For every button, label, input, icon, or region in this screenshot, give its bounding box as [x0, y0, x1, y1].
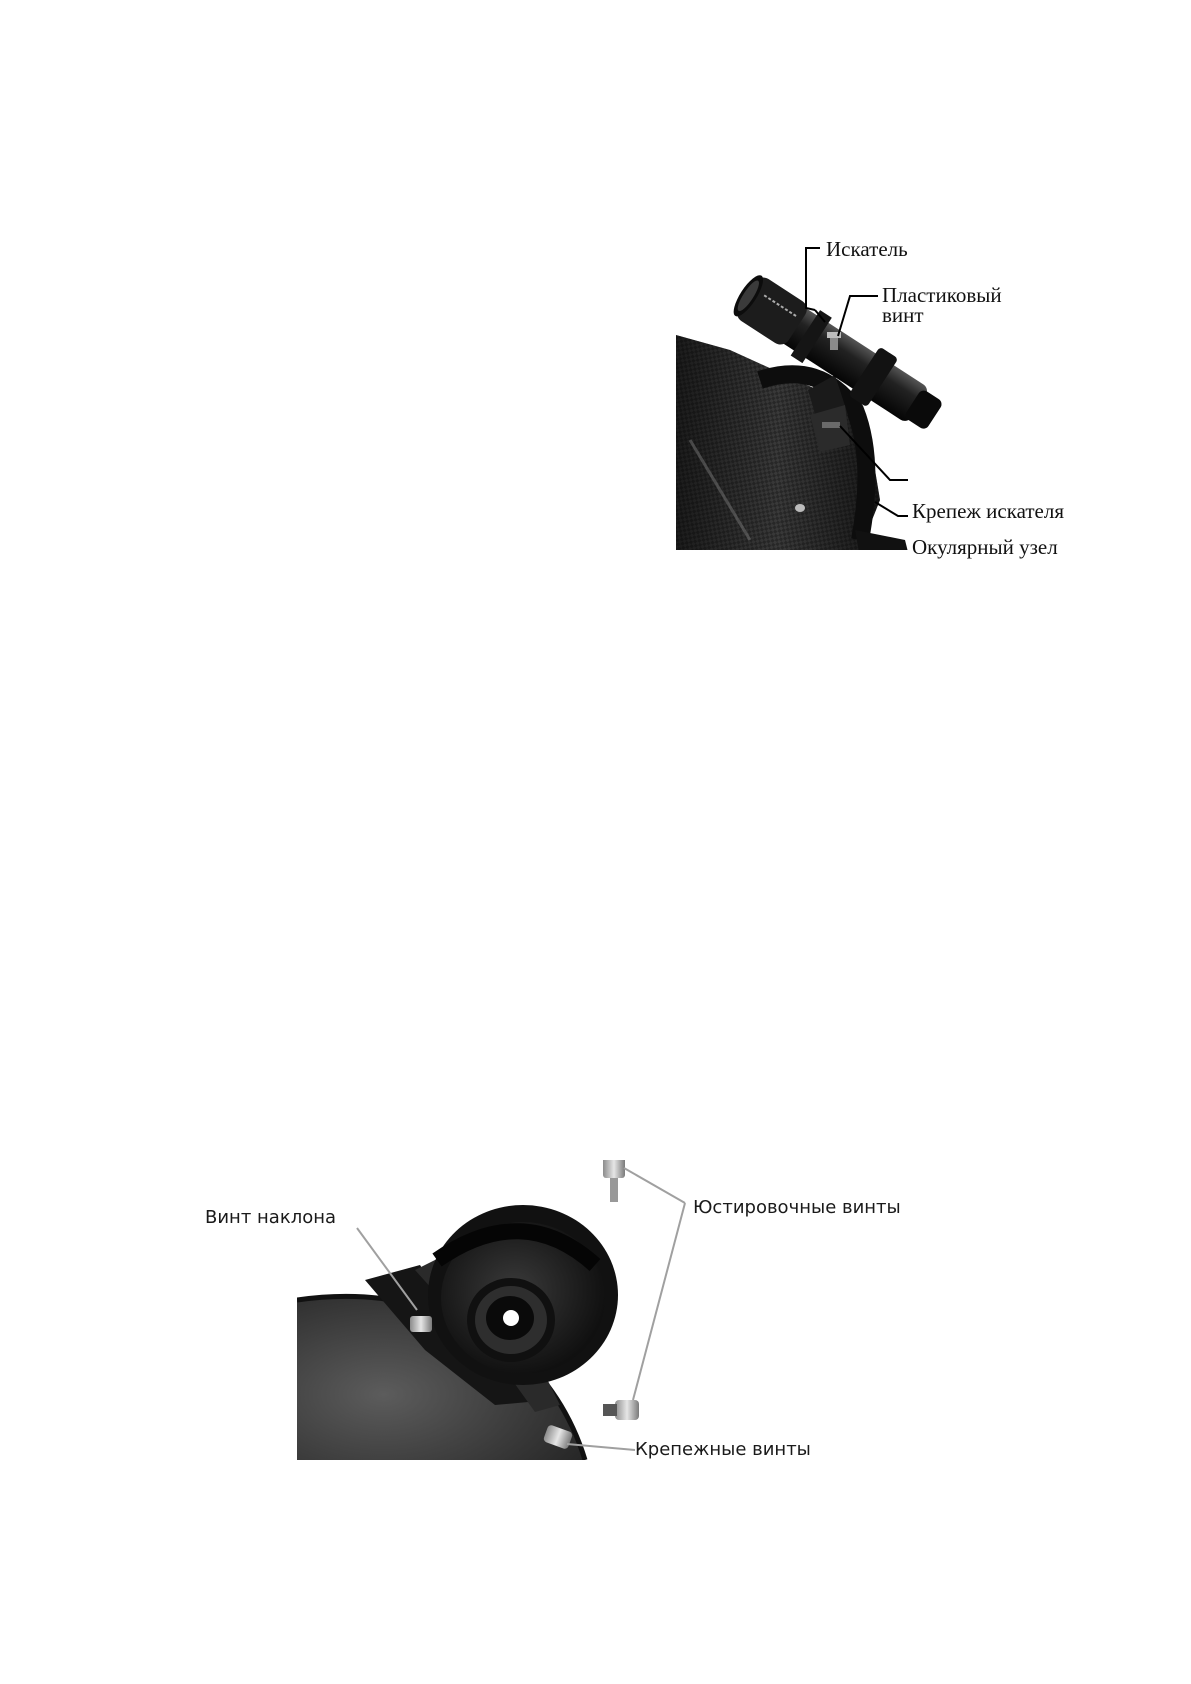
label-collimation-screws: Юстировочные винты — [693, 1197, 901, 1218]
label-tilt-screw: Винт наклона — [205, 1207, 337, 1228]
label-mounting-screws: Крепежные винты — [635, 1439, 811, 1460]
label-eyepiece-assembly: Окулярный узел — [912, 535, 1058, 559]
holder-figure — [205, 1160, 1005, 1480]
label-plastic-screw-line2: винт — [882, 303, 924, 327]
label-plastic-screw-line1: Пластиковый — [882, 283, 1002, 307]
label-finder: Искатель — [826, 237, 908, 261]
finder-figure — [670, 237, 1120, 570]
label-finder-bracket: Крепеж искателя — [912, 499, 1065, 523]
